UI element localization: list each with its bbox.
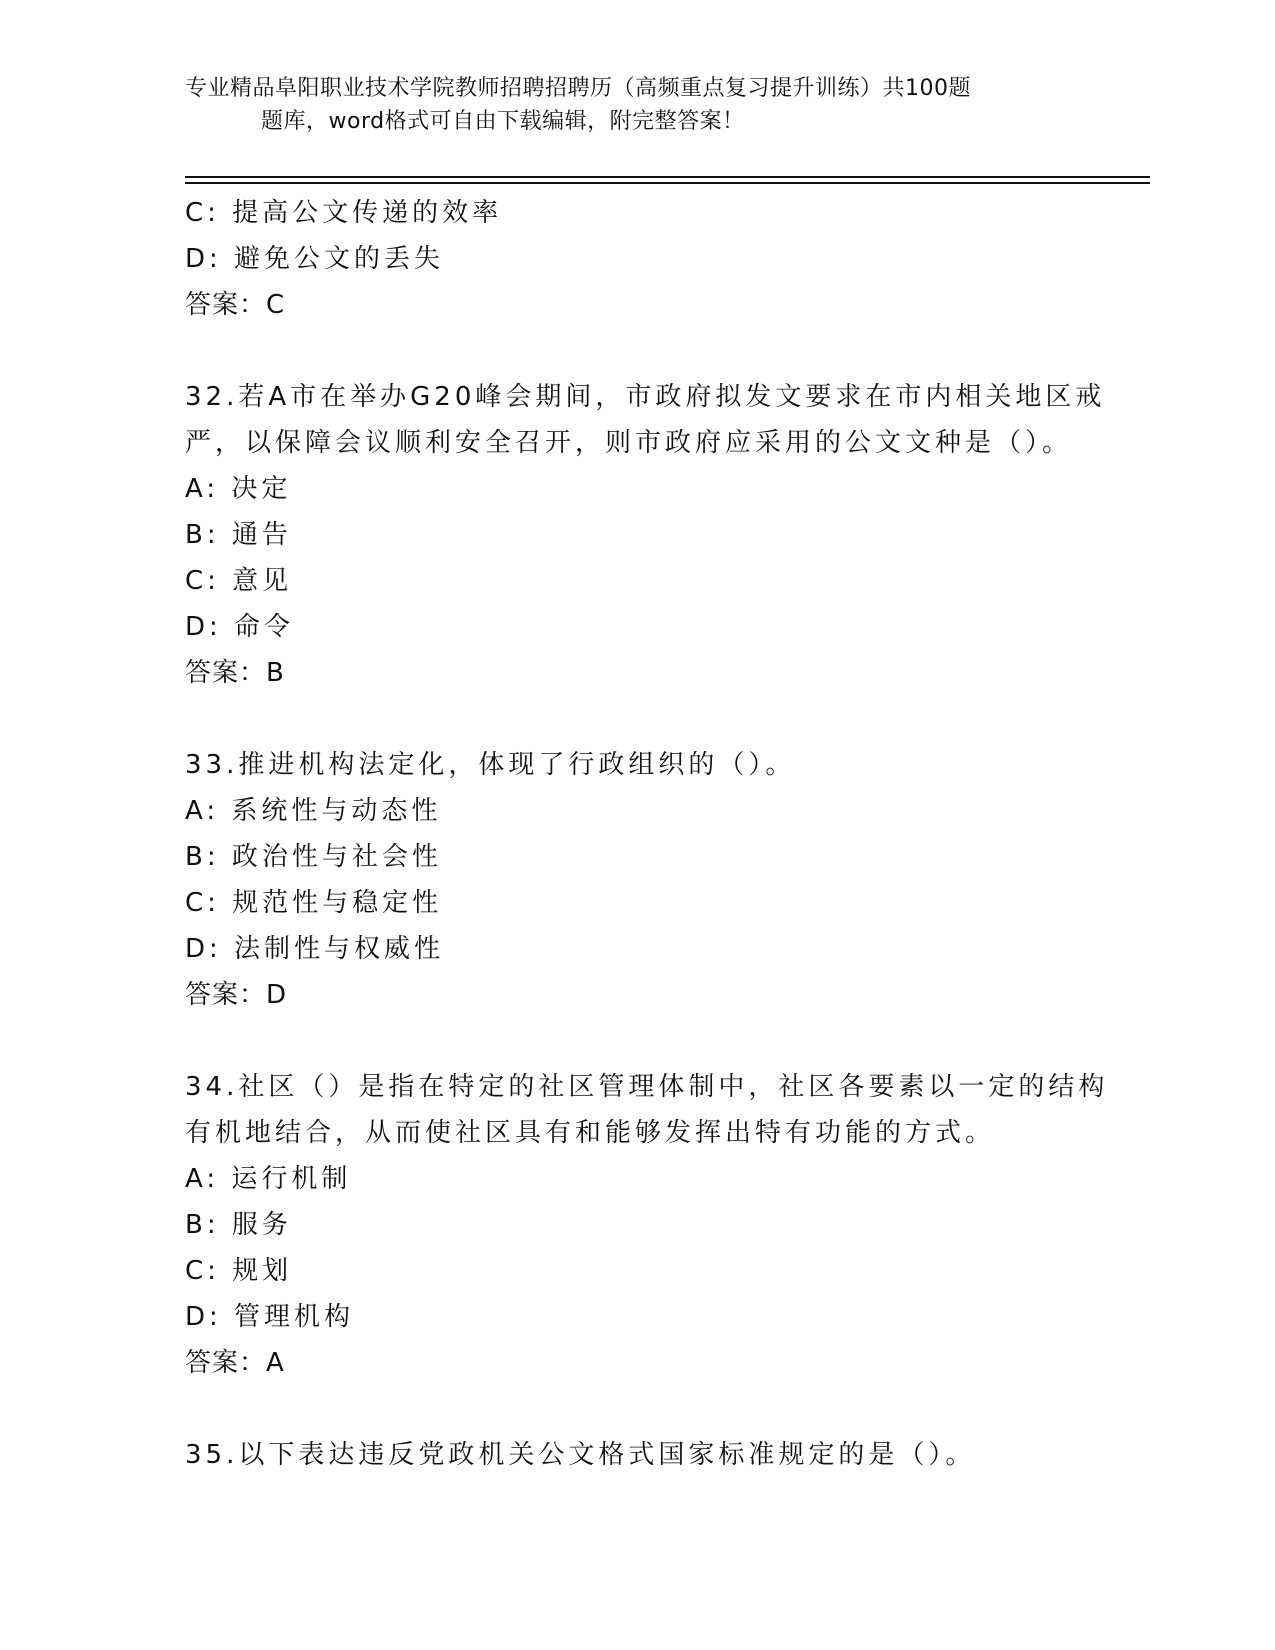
question-text: 有机地结合，从而使社区具有和能够发挥出特有功能的方式。 [185,1118,996,1148]
header-title-line-1: 专业精品阜阳职业技术学院教师招聘招聘历（高频重点复习提升训练）共100题 [185,76,971,101]
answer-option: B: 服务 [185,1210,292,1240]
header-rule-bottom [185,182,1150,184]
answer-option: C: 提高公文传递的效率 [185,198,503,228]
header-title-line-2: 题库，word格式可自由下载编辑，附完整答案！ [261,109,745,134]
document-body [185,190,1109,1478]
answer-option: D: 命令 [185,612,295,642]
answer-option: C: 规范性与稳定性 [185,888,443,918]
answer-option: B: 政治性与社会性 [185,842,442,872]
question-text: 严，以保障会议顺利安全召开，则市政府应采用的公文文种是（）。 [185,428,1073,458]
document-header [185,72,1085,138]
question-text: 33.推进机构法定化，体现了行政组织的（）。 [185,750,796,780]
question-text: 35.以下表达违反党政机关公文格式国家标准规定的是（）。 [185,1440,976,1470]
answer-option: D: 避免公文的丢失 [185,244,445,274]
answer-key: 答案：A [185,1348,285,1378]
answer-option: D: 法制性与权威性 [185,934,445,964]
answer-key: 答案：D [185,980,288,1010]
header-rule-top [185,176,1150,178]
answer-option: A: 系统性与动态性 [185,796,442,826]
answer-key: 答案：C [185,290,286,320]
answer-option: B: 通告 [185,520,292,550]
answer-option: A: 决定 [185,474,292,504]
paragraph-spacer [185,328,1085,374]
question-text: 32.若A市在举办G20峰会期间，市政府拟发文要求在市内相关地区戒 [185,382,1106,412]
answer-option: C: 意见 [185,566,293,596]
paragraph-spacer [185,1386,1085,1432]
answer-option: C: 规划 [185,1256,293,1286]
question-text: 34.社区（）是指在特定的社区管理体制中，社区各要素以一定的结构 [185,1072,1109,1102]
answer-option: D: 管理机构 [185,1302,355,1332]
paragraph-spacer [185,696,1085,742]
answer-key: 答案：B [185,658,285,688]
answer-option: A: 运行机制 [185,1164,352,1194]
paragraph-spacer [185,1018,1085,1064]
